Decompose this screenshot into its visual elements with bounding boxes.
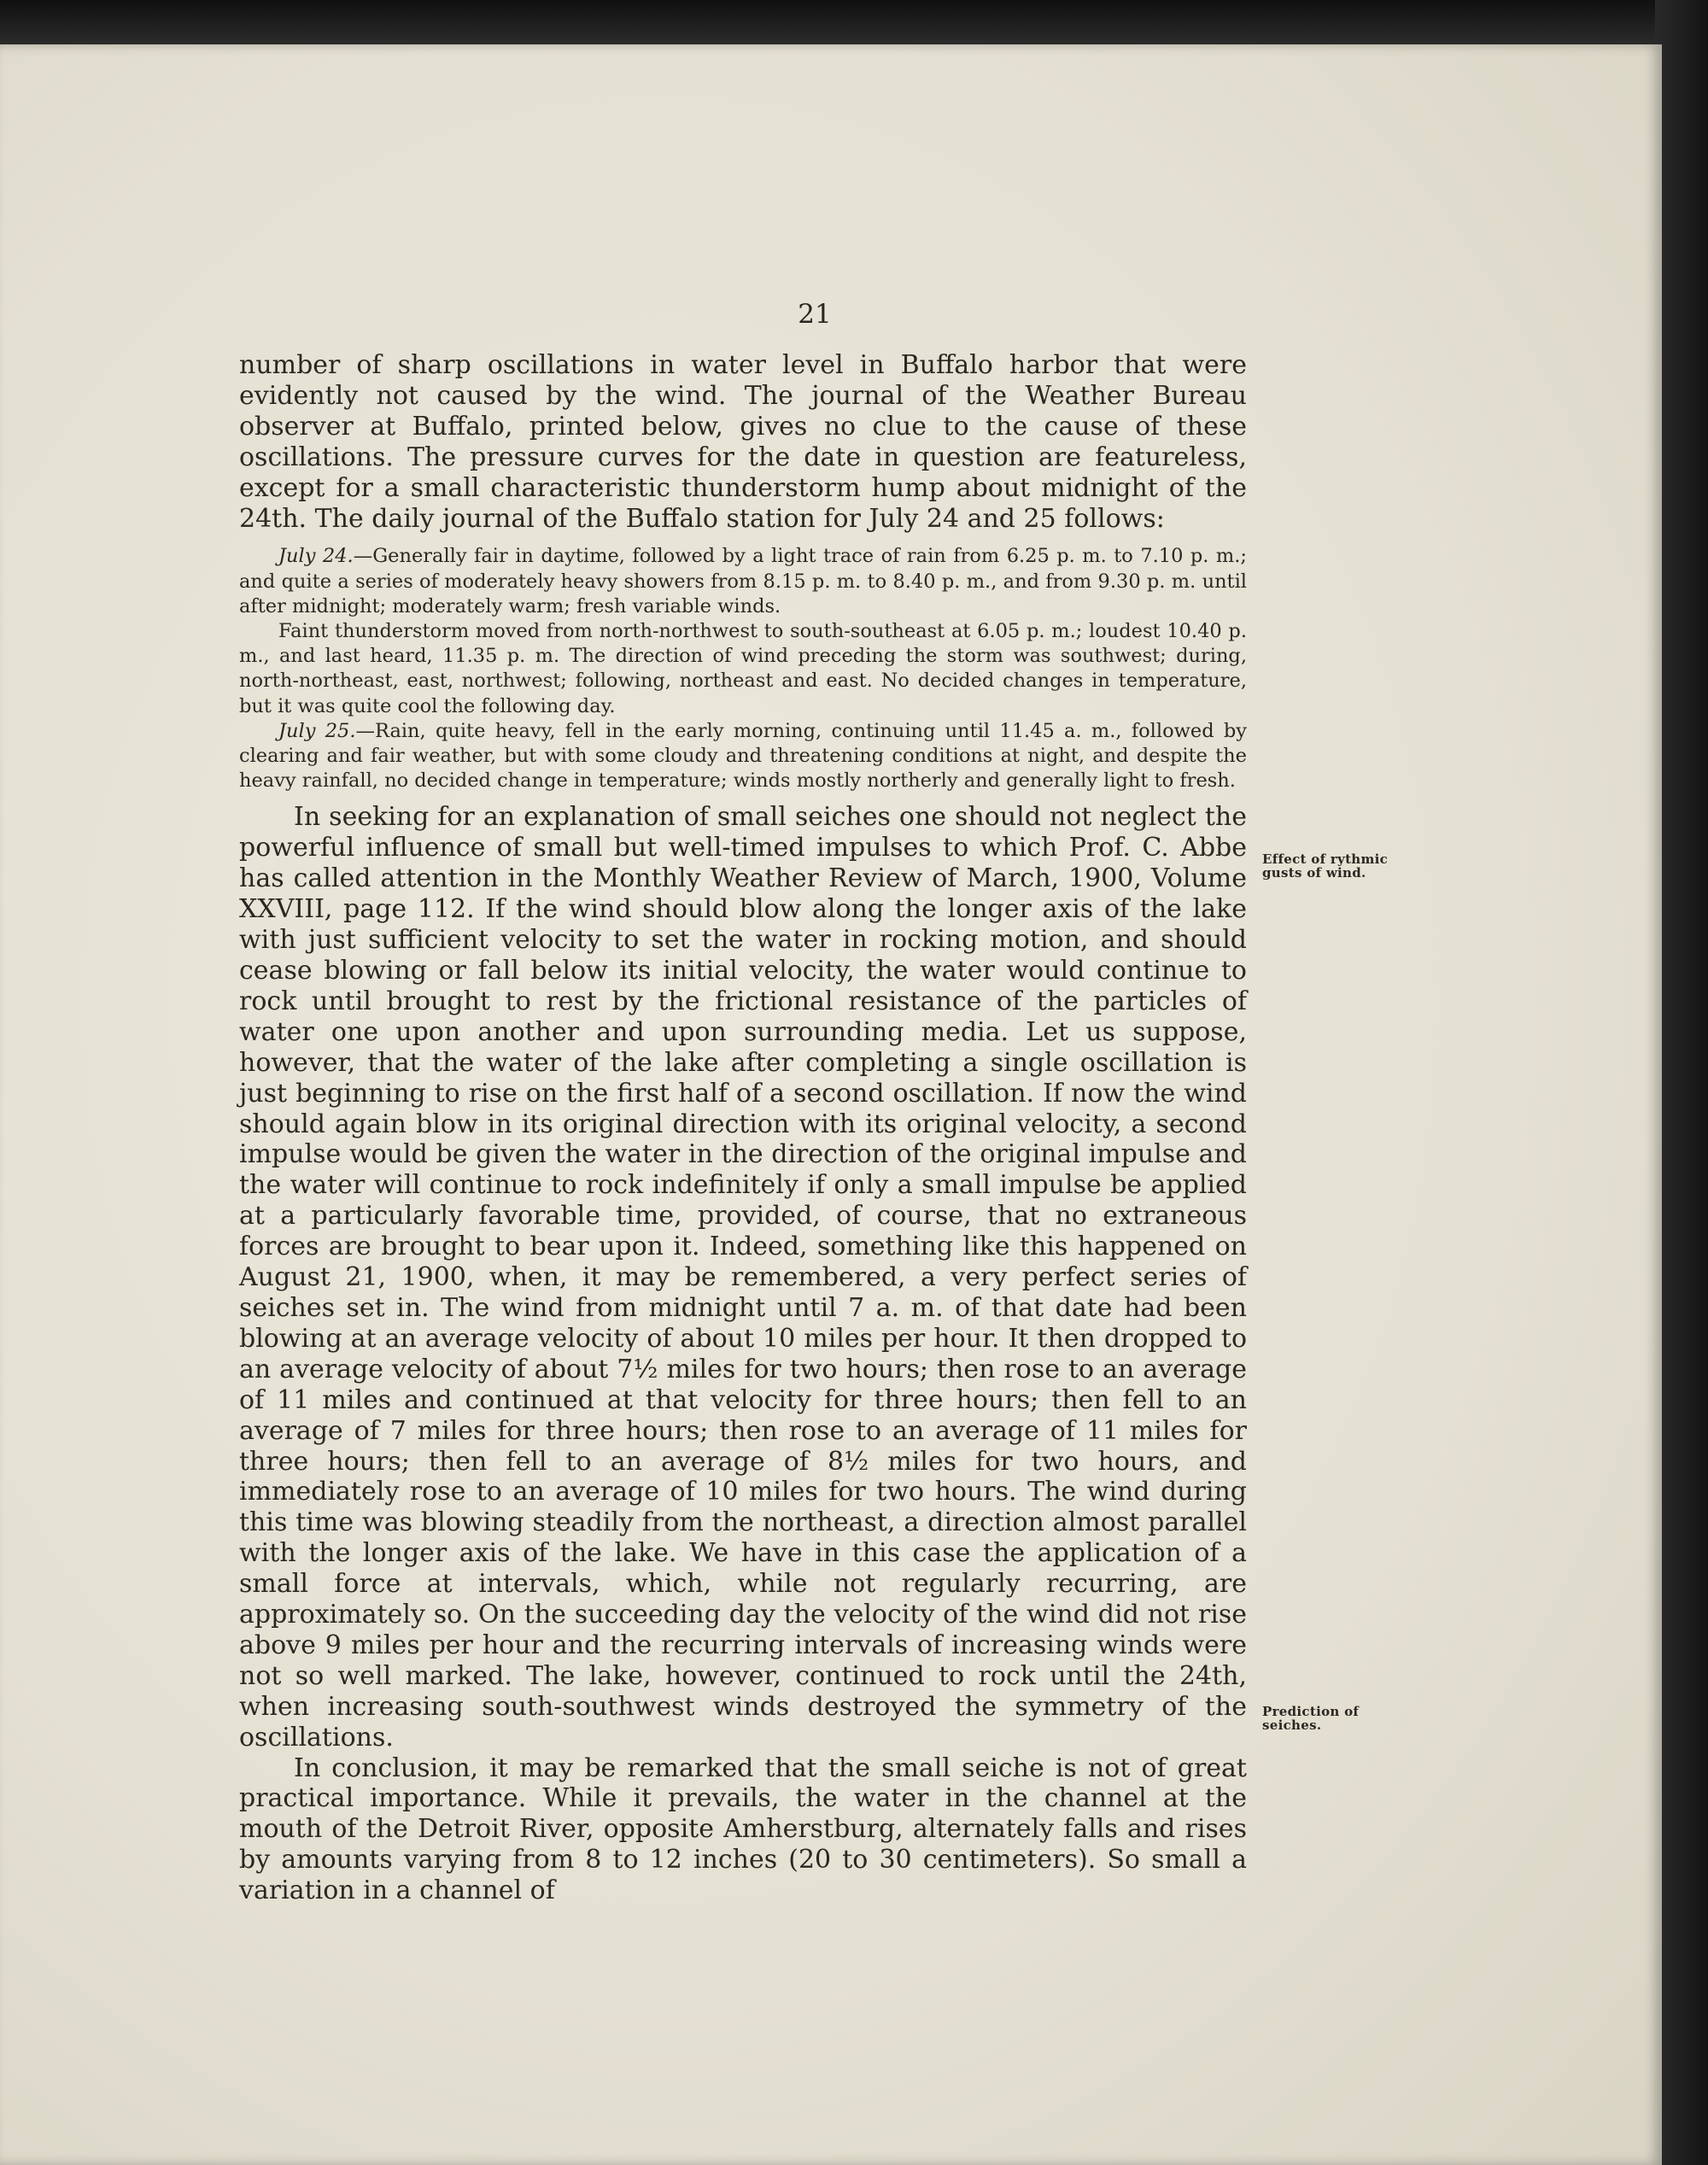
journal-date: July 25. — [278, 719, 356, 742]
journal-entry-july-25 — [239, 719, 1247, 794]
paragraph-rhythmic-gusts: In seeking for an explanation of small seiches one should not neglect the powerful influence of small but well-timed impulses to which Prof. C. Abbe has called attention in the Monthly Weather Review of March, 1900, Volume XXVIII, page 112. If the wind should blow along the longer axis of the lake with just sufficient velocity to set the water in rocking motion, and should cease blowing or fall below its initial velocity, the water would continue to rock until brought to rest by the frictional resistance of the particles of water one upon another and upon surrounding media. Let us suppose, however, that the water of the lake after completing a single oscillation is just beginning to rise on the first half of a second oscillation. If now the wind should again blow in its original direction with its original velocity, a second impulse would be given the water in the direction of the original impulse and the water will continue to rock indefinitely if only a small impulse be applied at a particularly favorable time, provided, of course, that no extraneous forces are brought to bear upon it. Indeed, something like this happened on August 21, 1900, when, it may be remembered, a very perfect series of seiches set in. The wind from midnight until 7 a. m. of that date had been blowing at an average velocity of about 10 miles per hour. It then dropped to an average velocity of about 7½ miles for two hours; then rose to an average of 11 miles and continued at that velocity for three hours; then fell to an average of 7 miles for three hours; then rose to an average of 11 miles for three hours; then fell to an average of 8½ miles for two hours, and immediately rose to an average of 10 miles for two hours. The wind during this time was blowing steadily from the northeast, a direction almost parallel with the longer axis of the lake. We have in this case the application of a small force at intervals, which, while not regularly recurring, are approximately so. On the succeeding day the velocity of the wind did not rise above 9 miles per hour and the recurring intervals of increasing winds were not so well marked. The lake, however, continued to rock until the 24th, when increasing south-southwest winds destroyed the symmetry of the oscillations. — [239, 802, 1247, 1752]
margin-note-rhythmic-gusts: Effect of rythmic gusts of wind. — [1262, 851, 1389, 881]
journal-text: —Rain, quite heavy, fell in the early morning, continuing until 11.45 a. m., followed by clearing and fair weather, but with some cloudy and threatening conditions at night, and despite the heavy rainfall, no decided change in temperature; winds mostly northerly and generally light to fresh. — [239, 719, 1247, 793]
journal-entry-july-24 — [239, 544, 1247, 619]
journal-date: July 24. — [278, 545, 354, 568]
journal-text: —Generally fair in daytime, followed by a light trace of rain from 6.25 p. m. to 7.10 p. m.; and quite a series of moderately heavy showers from 8.15 p. m. to 8.40 p. m., and from 9.30 p. m. until after midnight; moderately warm; fresh variable winds. — [239, 545, 1247, 617]
book-binding-right — [1655, 0, 1708, 2165]
journal-entry-thunderstorm: Faint thunderstorm moved from north-northwest to south-southeast at 6.05 p. m.; loudest 10.40 p. m., and last heard, 11.35 p. m. The direction of wind preceding the storm was southwest; during, north-northeast, east, northwest; following, northeast and east. No decided changes in temperature, but it was quite cool the following day. — [239, 620, 1247, 717]
margin-note-prediction: Prediction of seiches. — [1262, 1704, 1360, 1733]
journal-quote — [239, 544, 1247, 793]
paragraph-continuation: number of sharp oscillations in water level in Buffalo harbor that were evidently not caused by the wind. The journal of the Weather Bureau observer at Buffalo, printed below, gives no clue to the cause of these oscillations. The pressure curves for the date in question are featureless, except for a small characteristic thunderstorm hump about midnight of the 24th. The daily journal of the Buffalo station for July 24 and 25 follows: — [239, 350, 1247, 534]
book-binding-top — [0, 0, 1708, 50]
page-number: 21 — [798, 299, 832, 330]
main-text-column — [239, 350, 1247, 1906]
paragraph-conclusion: In conclusion, it may be remarked that the small seiche is not of great practical importance. While it prevails, the water in the channel at the mouth of the Detroit River, opposite Amherstburg, alternately falls and rises by amounts varying from 8 to 12 inches (20 to 30 centimeters). So small a variation in a channel of — [239, 1752, 1247, 1906]
